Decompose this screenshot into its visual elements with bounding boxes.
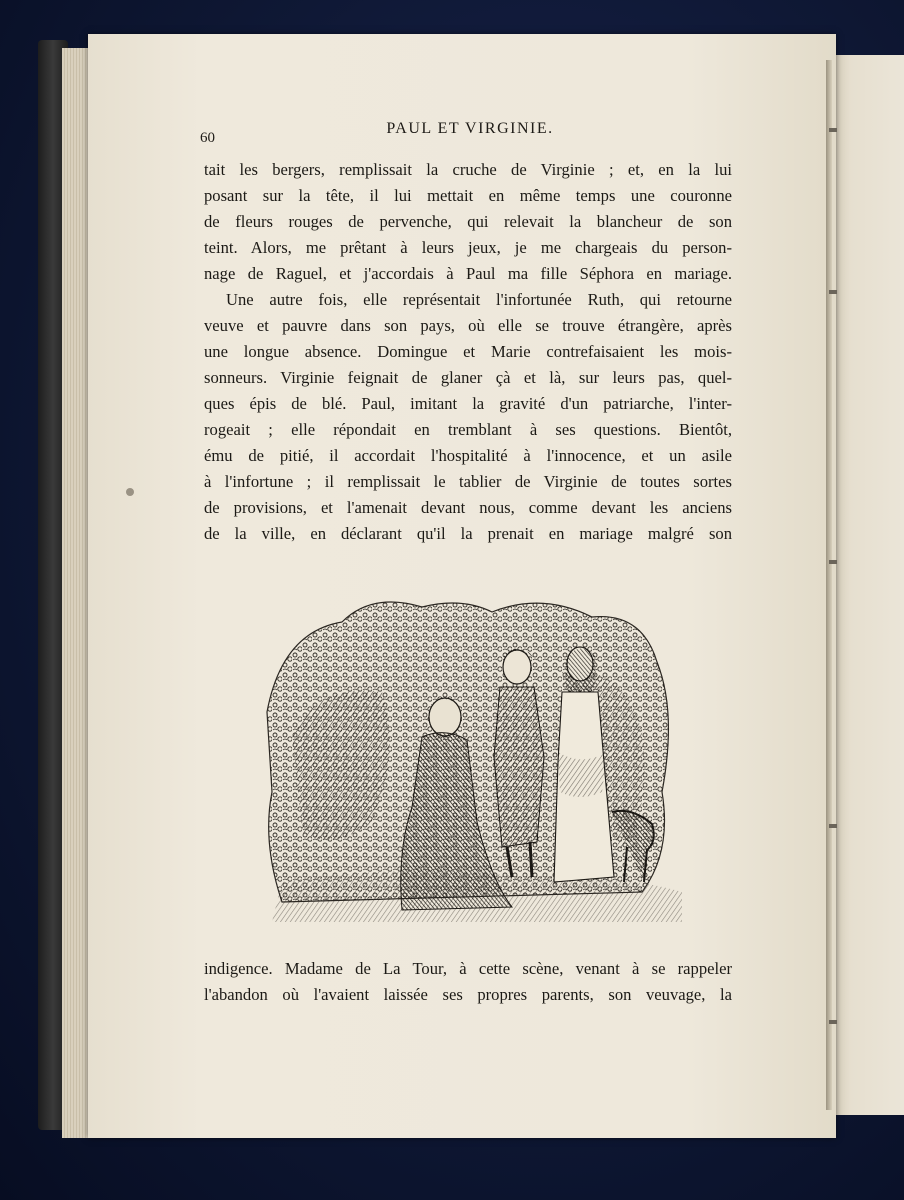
text-line: de fleurs rouges de pervenche, qui relevait la blancheur de son <box>204 212 732 231</box>
text-line: teint. Alors, me prêtant à leurs jeux, je me chargeais du person- <box>204 238 732 257</box>
paper-spot <box>126 488 134 496</box>
paragraph-2 <box>204 287 732 547</box>
text-line: indigence. Madame de La Tour, à cette scène, venant à se rappeler <box>204 959 732 978</box>
binding-stitch <box>829 128 837 132</box>
text-line: posant sur la tête, il lui mettait en même temps une couronne <box>204 186 732 205</box>
text-line: tait les bergers, remplissait la cruche de Virginie ; et, en la lui <box>204 160 732 179</box>
binding-stitch <box>829 560 837 564</box>
text-line: à l'infortune ; il remplissait le tablier de Virginie de toutes sortes <box>204 472 732 491</box>
text-line: de provisions, et l'amenait devant nous, comme devant les anciens <box>204 498 732 517</box>
binding-stitch <box>829 1020 837 1024</box>
gutter <box>826 60 832 1110</box>
binding-stitch <box>829 824 837 828</box>
engraving-svg <box>262 592 682 922</box>
text-line: ému de pitié, il accordait l'hospitalité à l'innocence, et un asile <box>204 446 732 465</box>
text-line: veuve et pauvre dans son pays, où elle se trouve étrangère, après <box>204 316 732 335</box>
text-line: sonneurs. Virginie feignait de glaner çà et là, sur leurs pas, quel- <box>204 368 732 387</box>
running-head: PAUL ET VIRGINIE. <box>386 120 554 137</box>
binding-stitch <box>829 290 837 294</box>
text-line: nage de Raguel, et j'accordais à Paul ma fille Séphora en mariage. <box>204 264 732 283</box>
page-number: 60 <box>200 130 215 146</box>
facing-page <box>828 55 904 1115</box>
text-line: une longue absence. Domingue et Marie contrefaisaient les mois- <box>204 342 732 361</box>
text-line: Une autre fois, elle représentait l'infortunée Ruth, qui retourne <box>226 290 732 309</box>
text-line: l'abandon où l'avaient laissée ses propres parents, son veuvage, la <box>204 985 732 1004</box>
text-line: rogeait ; elle répondait en tremblant à ses questions. Bientôt, <box>204 420 732 439</box>
paragraph-3 <box>204 956 732 1008</box>
text-line: de la ville, en déclarant qu'il la prenait en mariage malgré son <box>204 524 732 543</box>
text-line: ques épis de blé. Paul, imitant la gravité d'un patriarche, l'inter- <box>204 394 732 413</box>
paragraph-1 <box>204 157 732 287</box>
engraving-illustration <box>262 592 682 922</box>
